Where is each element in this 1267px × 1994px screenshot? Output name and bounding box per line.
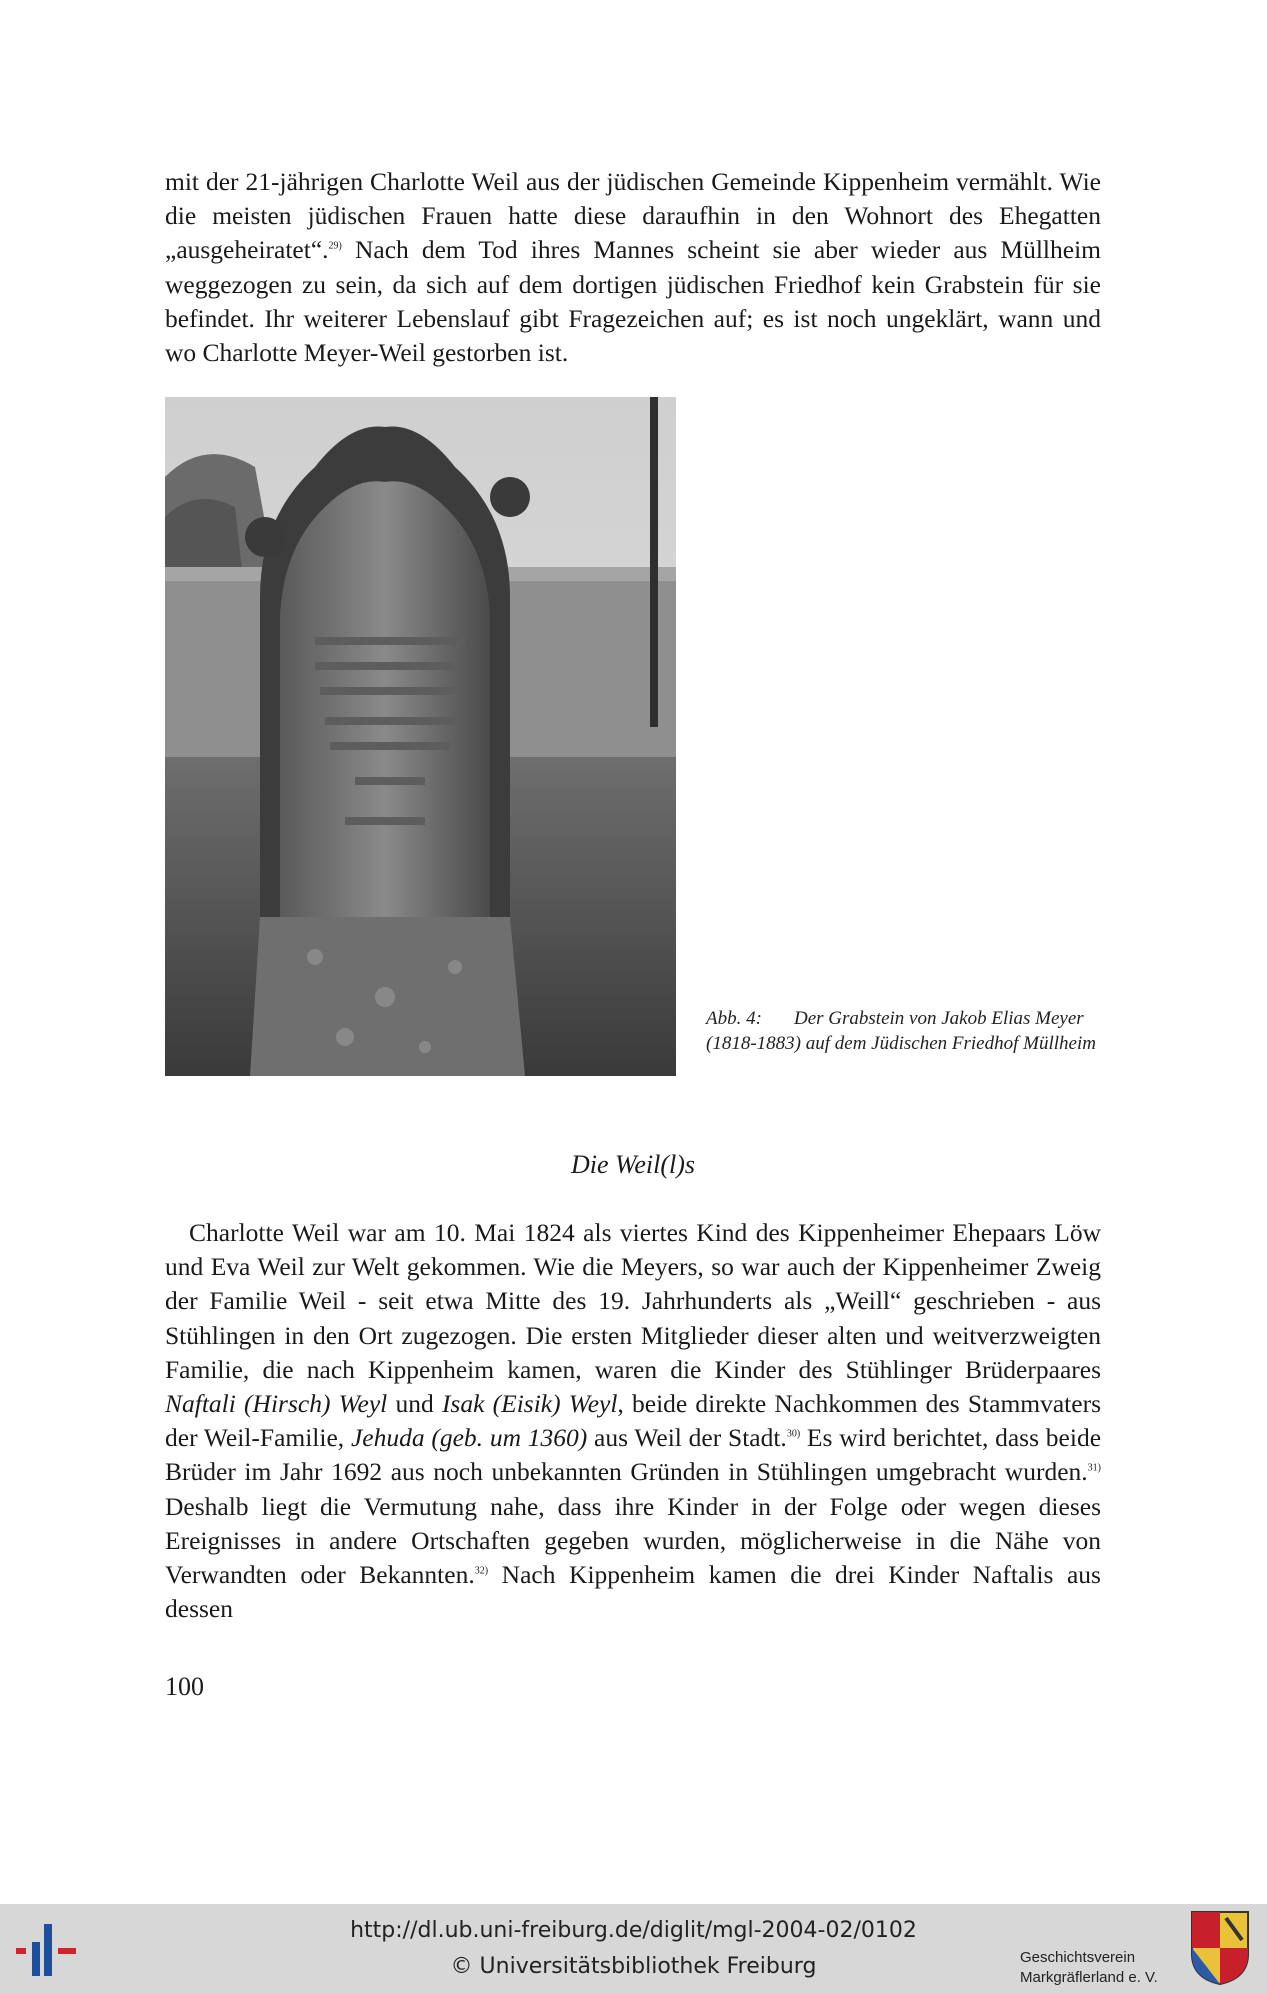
paragraph-2-text-f: Deshalb liegt die Vermutung nahe, dass ihre Kinder in der Folge oder wegen dieses Ereignisses in andere Ortschaften gegeben wurden, möglicherweise in die Nähe von Verwandten oder Bekannten. <box>165 1491 1101 1590</box>
paragraph-2-text-g: Nach Kippenheim kamen die drei Kinder Naftalis aus dessen <box>165 1560 1101 1624</box>
paragraph-2-text-c: , beide direkte Nachkommen des Stammvaters der Weil-Familie, <box>165 1389 1101 1453</box>
org-line-2: Markgräflerland e. V. <box>1020 1969 1158 1986</box>
footer-organization <box>1020 1948 1180 1988</box>
figure-caption-text: Der Grabstein von Jakob Elias Meyer (1818-1883) auf dem Jüdischen Friedhof Müllheim <box>706 1008 1096 1054</box>
gravestone-photo <box>165 397 676 1076</box>
footnote-ref-29[interactable]: 29) <box>328 240 342 252</box>
page-number: 100 <box>165 1672 204 1701</box>
name-naftali: Naftali (Hirsch) Weyl <box>165 1389 388 1419</box>
section-heading: Die Weil(l)s <box>571 1150 695 1179</box>
paragraph-2-text-b: und <box>387 1389 442 1419</box>
figure-caption <box>706 1006 1101 1056</box>
footer-bar <box>0 1904 1267 1994</box>
paragraph-2-text-d: aus Weil der Stadt. <box>587 1423 787 1453</box>
paragraph-1-text-a: mit der 21-jährigen Charlotte Weil aus der jüdischen Gemeinde Kippenheim vermählt. Wie die meisten jüdischen Frauen hatte diese daraufhin in den Wohnort des Ehegatten „ausgeheiratet“. <box>165 167 1101 265</box>
name-isak: Isak (Eisik) Weyl <box>441 1389 618 1419</box>
name-jehuda: Jehuda (geb. um 1360) <box>350 1423 588 1453</box>
org-line-1: Geschichtsverein <box>1020 1949 1136 1966</box>
footer-copyright: © Universitätsbibliothek Freiburg <box>450 1954 817 1979</box>
figure-label: Abb. 4: <box>706 1008 762 1029</box>
footnote-ref-30[interactable]: 30) <box>786 1428 801 1440</box>
paragraph-1-text-b: Nach dem Tod ihres Mannes scheint sie aber wieder aus Müllheim weggezogen zu sein, da sich auf dem dortigen jüdischen Friedhof kein Grabstein für sie befindet. Ihr weiterer Lebenslauf gibt Fragezeichen auf; es ist noch ungeklärt, wann und wo Charlotte Meyer-Weil gestorben ist. <box>165 235 1101 368</box>
paragraph-1 <box>165 165 1101 370</box>
paragraph-2-text-a: Charlotte Weil war am 10. Mai 1824 als viertes Kind des Kippenheimer Ehepaars Löw und Eva Weil zur Welt gekommen. Wie die Meyers, so war auch der Kippenheimer Zweig der Familie Weil - seit etwa Mitte des 19. Jahrhunderts als „Weill“ geschrieben - aus Stühlingen in den Ort zugezogen. Die ersten Mitglieder dieser alten und weitverzweigten Familie, die nach Kippenheim kamen, waren die Kinder des Stühlinger Brüderpaares <box>165 1218 1101 1384</box>
paragraph-2-text-e: Es wird berichtet, dass beide Brüder im Jahr 1692 aus noch unbekannten Gründen in Stühlingen umgebracht wurden. <box>165 1423 1102 1487</box>
coat-of-arms-icon <box>1190 1910 1250 1991</box>
paragraph-2 <box>165 1216 1101 1626</box>
footnote-ref-32[interactable]: 32) <box>474 1565 489 1577</box>
footer-url-link[interactable]: http://dl.ub.uni-freiburg.de/diglit/mgl-2004-02/0102 <box>350 1918 917 1943</box>
footnote-ref-31[interactable]: 31) <box>1087 1462 1101 1474</box>
